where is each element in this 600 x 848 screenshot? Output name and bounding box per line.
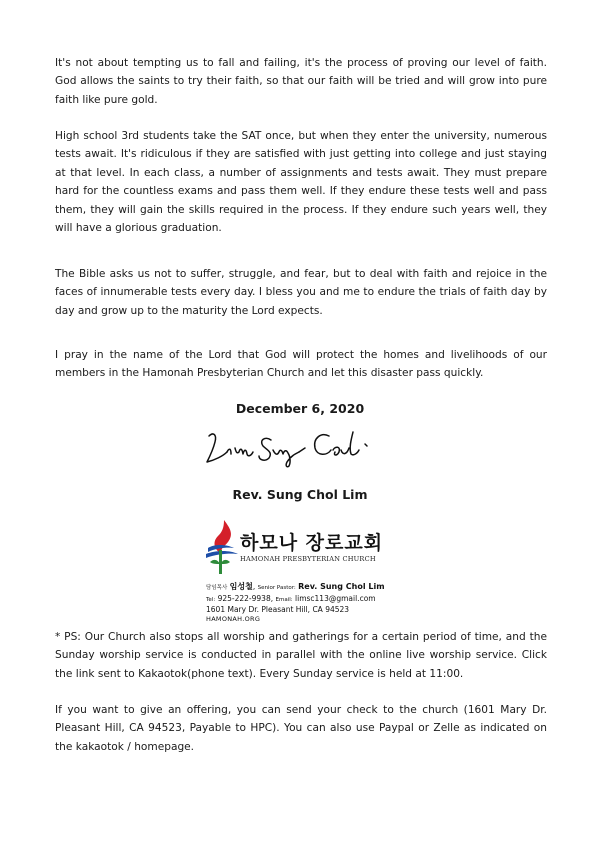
- body-paragraph-3: The Bible asks us not to suffer, struggle, and fear, but to deal with faith and rejoice in the faces of innumerable tests every day. I bless you and me to endure the trials of faith day by day and grow up to the maturity the Lord expects.: [55, 268, 547, 317]
- phone-email-line: Tel: 925-222-9938, Email: limsc113@gmail.com: [206, 593, 376, 603]
- postscript-paragraph-2: If you want to give an offering, you can send your check to the church (1601 Mary Dr. Pleasant Hill, CA 94523, Payable to HPC). You can also use Paypal or Zelle as indicated on the kakaotok / homepage.: [55, 704, 547, 753]
- church-contact-info: [206, 582, 426, 624]
- signer-name: Rev. Sung Chol Lim: [232, 487, 368, 502]
- church-website: HAMONAH.ORG: [206, 614, 261, 623]
- postscript-paragraph-1: * PS: Our Church also stops all worship and gatherings for a certain period of time, and the Sunday worship service is conducted in parallel with the online live worship service. Click the link sent to Kakaotok(phone text). Every Sunday service is held at 11:00.: [55, 631, 547, 680]
- body-paragraph-1: It's not about tempting us to fall and failing, it's the process of proving our level of faith. God allows the saints to try their faith, so that our faith will be tried and will grow into pure faith like pure gold.: [55, 57, 547, 106]
- handwritten-signature: [203, 426, 383, 470]
- church-address: 1601 Mary Dr. Pleasant Hill, CA 94523: [206, 605, 350, 614]
- pastor-line: 담임목사 임성철, Senior Pastor: Rev. Sung Chol Lim: [206, 582, 385, 591]
- body-paragraph-4: I pray in the name of the Lord that God will protect the homes and livelihoods of our members in the Hamonah Presbyterian Church and let this disaster pass quickly.: [55, 349, 547, 380]
- church-flame-logo-icon: [200, 518, 242, 576]
- church-name-korean: 하모나 장로교회: [240, 532, 384, 554]
- letter-date: December 6, 2020: [235, 401, 365, 416]
- church-logo-block: [200, 518, 420, 623]
- church-name-english: HAMONAH PRESBYTERIAN CHURCH: [240, 555, 376, 563]
- body-paragraph-2: High school 3rd students take the SAT once, but when they enter the university, numerous tests await. It's ridiculous if they are satisfied with just getting into college and just staying at that level. In each class, a number of assignments and tests await. They must prepare hard for the countless exams and pass them well. If they endure these tests well and pass them, they will gain the skills required in the process. If they endure such years well, they will have a glorious graduation.: [55, 130, 547, 235]
